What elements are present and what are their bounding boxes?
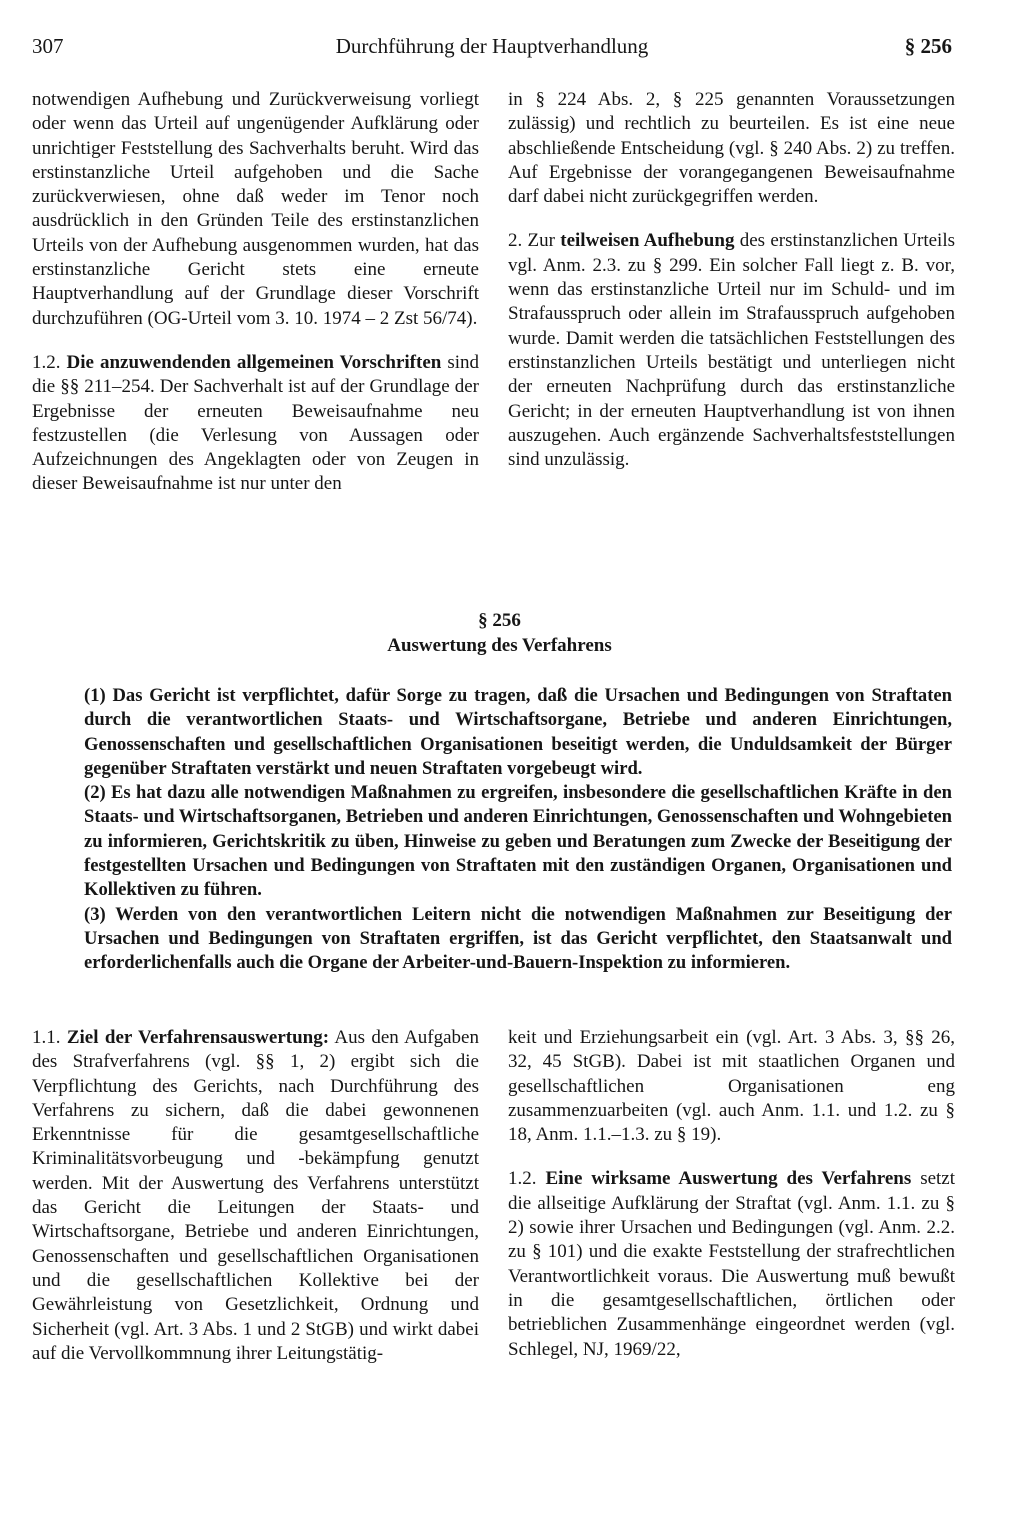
paragraph bbox=[32, 351, 479, 497]
statute-paragraph: (2) Es hat dazu alle notwendigen Maßnahmen zu ergreifen, insbesondere die gesellschaftlichen Kräfte in den Staats- und Wirtschaftsorganen, Betrieben und anderen Einrichtungen, Genossenschaften und Wohngebieten zu informieren, Gerichtskritik zu üben, Hinweise zu geben und Beratungen zum Zwecke der Beseitigung der festgestellten Ursachen und Bedingungen von Straftaten mit den zuständigen Organen, Organisationen und Kollektiven zu führen. bbox=[84, 782, 953, 901]
paragraph-number: 1.1. bbox=[32, 1027, 61, 1048]
paragraph: notwendigen Aufhebung und Zurückverweisung vorliegt oder wenn das Urteil auf ungenügender Aufklärung oder unrichtiger Feststellung des Sachverhalts beruht. Wird das erstinstanzliche Urteil aufgehoben und die Sache zurückverwiesen, ohne daß weder im Tenor noch ausdrücklich in den Gründen Teile des erstinstanzlichen Urteils von der Aufhebung ausgenommen wurden, hat das erstinstanzliche Gericht stets eine erneute Hauptverhandlung auf der Grundlage dieser Vorschrift durchzuführen (OG-Urteil vom 3. 10. 1974 – 2 Zst 56/74). bbox=[32, 89, 479, 329]
statute-paragraph: (3) Werden von den verantwortlichen Leitern nicht die notwendigen Maßnahmen zur Beseitigung der Ursachen und Bedingungen von Straftaten ergriffen, ist das Gericht verpflichtet, den Staatsanwalt und erforderlichenfalls auch die Organe der Arbeiter-und-Bauern-Inspektion zu informieren. bbox=[84, 903, 952, 974]
bold-term: Ziel der Verfahrensauswertung: bbox=[66, 1027, 330, 1048]
section-marker: § 256 bbox=[904, 34, 952, 58]
upper-right-column bbox=[508, 88, 955, 472]
paragraph-text: Aus den Aufgaben des Strafverfahrens (vgl. §§ 1, 2) ergibt sich die Verpflichtung des Gerichts, nach Durchführung des Verfahrens zu sichern, daß die dabei gewonnenen Erkenntnisse für die gesamtgesellschaftliche Kriminalitätsvorbeugung und -bekämpfung genutzt werden. Mit der Auswertung des Verfahrens unterstützt das Gericht die Leitungen der Staats- und Wirtschaftsorgane, Betriebe und anderen Einrichtungen, Genossenschaften und gesellschaftlichen Organisationen und die gesellschaftlichen Kollektive bei der Gewährleistung von Gesetzlichkeit, Ordnung und Sicherheit (vgl. Art. 3 Abs. 1 und 2 StGB) und wirkt dabei auf die Vervollkommnung ihrer Leitungstätig- bbox=[32, 1027, 479, 1364]
paragraph-number: 1.2. bbox=[32, 351, 61, 373]
bold-term: teilweisen Aufhebung bbox=[560, 230, 735, 252]
statute-paragraph: (1) Das Gericht ist verpflichtet, dafür Sorge zu tragen, daß die Ursachen und Bedingungen von Straftaten durch die verantwortlichen Staats- und Wirtschaftsorgane, Betriebe und anderen Einrichtungen, Genossenschaften und gesellschaftlichen Organisationen beseitigt werden, die Unduldsamkeit der Bürger gegenüber Straftaten verstärkt und neuen Straftaten vorgebeugt wird. bbox=[84, 685, 952, 779]
paragraph-number: 1.2. bbox=[508, 1168, 537, 1190]
bold-term: Die anzuwendenden allgemeinen Vorschriften bbox=[66, 351, 442, 373]
section-title: Auswertung des Verfahrens bbox=[387, 635, 612, 656]
lower-left-column bbox=[32, 1026, 479, 1366]
paragraph-number: 2. Zur bbox=[508, 230, 555, 252]
section-number: § 256 bbox=[478, 610, 521, 631]
paragraph bbox=[32, 1026, 479, 1366]
paragraph-text: sind die §§ 211–254. Der Sachverhalt ist auf der Grundlage der Ergebnisse der erneuten Beweisaufnahme neu festzustellen (die Verlesung von Aussagen oder Aufzeichnungen des Angeklagten oder von Zeugen in dieser Beweisaufnahme ist nur unter den bbox=[32, 351, 480, 495]
bold-term: Eine wirksame Auswertung des Verfahrens bbox=[545, 1168, 912, 1190]
paragraph bbox=[508, 229, 955, 472]
paragraph-text: setzt die allseitige Aufklärung der Straftat (vgl. Anm. 1.1. zu § 2) sowie ihrer Ursachen und Bedingungen (vgl. Anm. 2.2. zu § 101) und die exakte Feststellung der strafrechtlichen Verantwortlichkeit voraus. Die Auswertung muß bewußt in die gesamtgesellschaftlichen, örtlichen oder betrieblichen Zusammenhänge eingeordnet werden (vgl. Schlegel, NJ, 1969/22, bbox=[508, 1168, 956, 1360]
page-header bbox=[32, 30, 952, 62]
statute-text bbox=[84, 684, 952, 976]
paragraph: in § 224 Abs. 2, § 225 genannten Voraussetzungen zulässig) und rechtlich zu beurteilen. Es ist eine neue abschließende Entscheidung (vgl. § 240 Abs. 2) zu treffen. Auf Ergebnisse der vorangegangenen Beweisaufnahme darf dabei nicht zurückgegriffen werden. bbox=[508, 89, 955, 208]
lower-right-column bbox=[508, 1026, 955, 1362]
paragraph: keit und Erziehungsarbeit ein (vgl. Art. 3 Abs. 3, §§ 26, 32, 45 StGB). Dabei ist mit staatlichen Organen und gesellschaftlichen Organisationen eng zusammenzuarbeiten (vgl. auch Anm. 1.1. und 1.2. zu § 18, Anm. 1.1.–1.3. zu § 19). bbox=[508, 1027, 955, 1146]
upper-left-column bbox=[32, 88, 479, 497]
paragraph bbox=[508, 1167, 955, 1361]
paragraph-text: des erstinstanzlichen Urteils vgl. Anm. 2.3. zu § 299. Ein solcher Fall liegt z. B. vor, wenn das erstinstanzliche Urteil nur im Schuld- und im Strafausspruch oder allein im Strafausspruch aufgehoben wurde. Damit werden die tatsächlichen Feststellungen des erstinstanzlichen Urteils bestätigt und unterliegen nicht der erneuten Nachprüfung durch das erstinstanzliche Gericht; in der erneuten Hauptverhandlung ist von ihnen auszugehen. Auch ergänzende Sachverhaltsfeststellungen sind unzulässig. bbox=[508, 230, 956, 471]
running-title: Durchführung der Hauptverhandlung bbox=[335, 34, 649, 58]
page-number: 307 bbox=[32, 34, 64, 58]
